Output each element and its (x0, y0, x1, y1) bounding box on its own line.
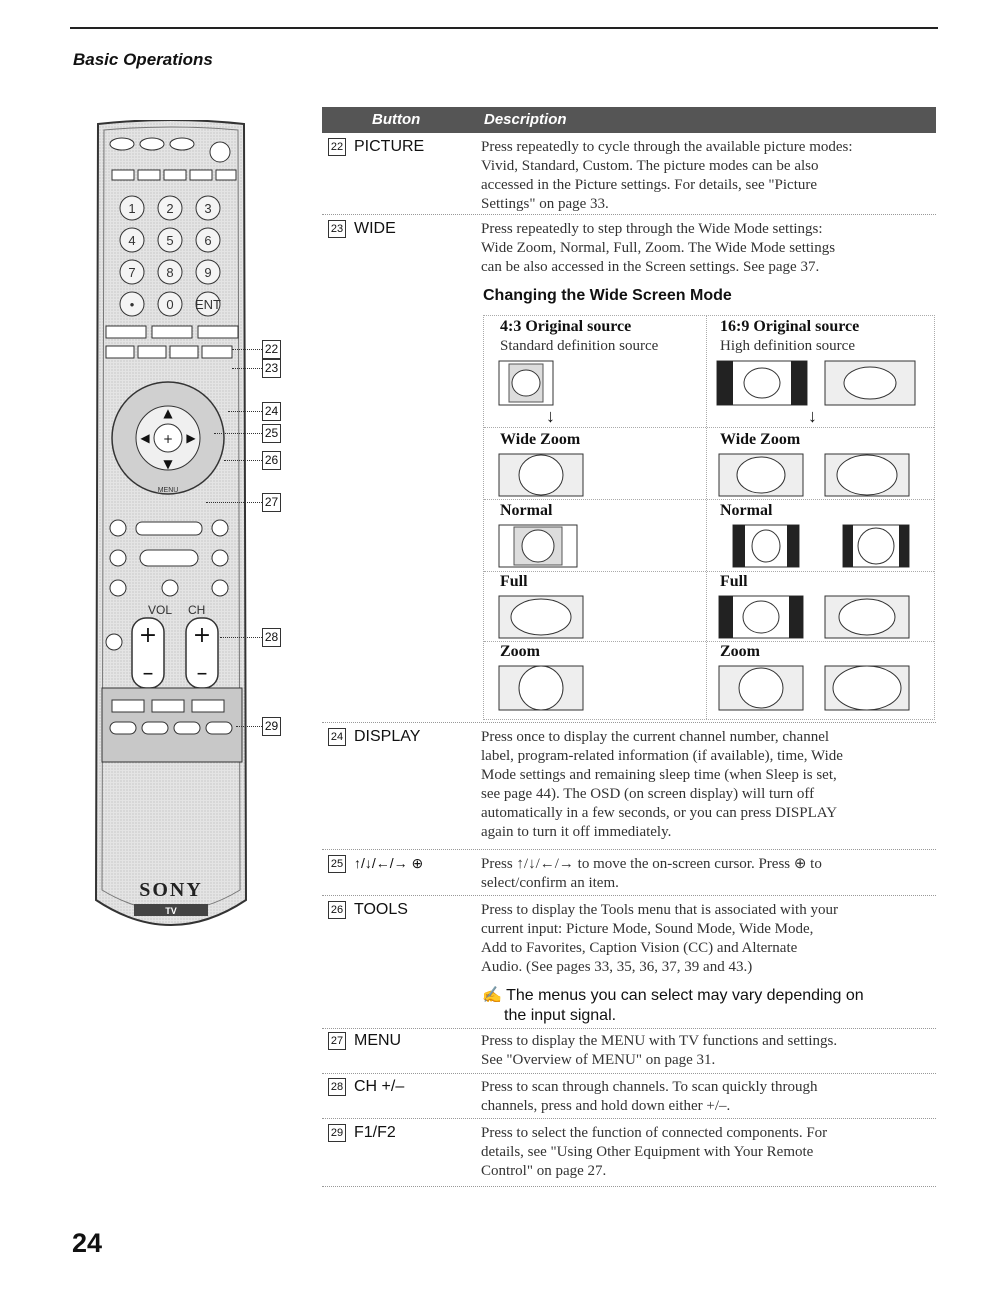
col-description-header: Description (484, 111, 567, 128)
description: Press to select the function of connected components. For details, see "Using Other Equipment with Your Remote Control" on page 27. (481, 1125, 828, 1179)
svg-text:+: + (192, 623, 212, 648)
mode-label: Normal (720, 502, 773, 519)
row-divider (322, 849, 936, 850)
thumb-full-16x9b (824, 595, 910, 639)
row-divider (322, 214, 936, 215)
row-divider (322, 1073, 936, 1074)
button-arrows-select: 25 ↑/↓/←/→ ⊕ (328, 855, 423, 873)
thumb-16x9-source (824, 360, 916, 406)
callout-29: 29 (262, 717, 281, 736)
svg-text:SONY: SONY (139, 879, 203, 901)
callout-24: 24 (262, 402, 281, 421)
table-header (322, 107, 936, 133)
row-divider (322, 895, 936, 896)
description: Press to display the MENU with TV functions and settings. See "Overview of MENU" on page 31. (481, 1033, 838, 1068)
right-source-title: 16:9 Original source (720, 318, 860, 335)
callout-leader (206, 502, 262, 503)
svg-text:8: 8 (166, 265, 174, 280)
callout-leader (232, 368, 262, 369)
thumb-wide-zoom-4x3 (498, 453, 584, 497)
svg-text:7: 7 (128, 265, 136, 280)
description: Press to display the Tools menu that is associated with your current input: Picture Mode, Sound Mode, Wide Mode, Add to Favorites, Caption Vision (CC) and Alternate Audio. (See pages 33, 35, 36, 37, 39 and 43.) (481, 902, 838, 975)
description: Press ↑/↓/←/→ to move the on-screen cursor. Press ⊕ to select/confirm an item. (481, 856, 822, 891)
down-arrow-icon: ↓ (546, 406, 555, 426)
svg-text:◀: ◀ (140, 431, 150, 445)
left-source-title: 4:3 Original source (500, 318, 632, 335)
callout-27: 27 (262, 493, 281, 512)
mode-label: Full (500, 573, 528, 590)
svg-text:TV: TV (165, 906, 177, 916)
right-source-subtitle: High definition source (720, 338, 855, 354)
thumb-zoom-4x3 (498, 665, 584, 711)
thumb-zoom-16x9b (824, 665, 910, 711)
callout-25: 25 (262, 424, 281, 443)
svg-text:2: 2 (166, 201, 174, 216)
svg-text:ENT: ENT (195, 297, 221, 312)
svg-text:3: 3 (204, 201, 212, 216)
callout-leader (236, 726, 262, 727)
mode-label: Wide Zoom (500, 431, 581, 448)
svg-text:–: – (196, 661, 208, 686)
row-divider (322, 722, 936, 723)
callout-22: 22 (262, 340, 281, 359)
thumb-normal-16x9a (732, 524, 800, 568)
thumb-4x3-source (498, 360, 554, 406)
mode-label: Normal (500, 502, 553, 519)
svg-text:+: + (138, 623, 158, 648)
svg-text:MENU: MENU (157, 487, 179, 494)
row-divider (322, 1186, 936, 1187)
thumb-full-4x3 (498, 595, 584, 639)
wide-screen-title: Changing the Wide Screen Mode (483, 287, 732, 304)
svg-text:1: 1 (128, 201, 136, 216)
tip-note: ✍ The menus you can select may vary depending on the input signal. (482, 987, 864, 1024)
wide-screen-grid (483, 315, 935, 720)
svg-text:4: 4 (128, 233, 136, 248)
down-arrow-icon: ↓ (808, 406, 817, 426)
button-tools: 26 TOOLS (328, 901, 408, 919)
row-divider (322, 1118, 936, 1119)
mode-label: Zoom (500, 643, 540, 660)
svg-text:+: + (162, 432, 174, 446)
svg-text:VOL: VOL (148, 603, 173, 617)
page-number: 24 (72, 1228, 103, 1258)
svg-text:6: 6 (204, 233, 212, 248)
thumb-zoom-16x9a (718, 665, 804, 711)
thumb-full-16x9a (718, 595, 804, 639)
button-f1-f2: 29 F1/F2 (328, 1124, 396, 1142)
description: Press repeatedly to cycle through the available picture modes: Vivid, Standard, Custom. The picture modes can be also accessed in the Picture settings. For details, see "Picture Settings" on page 33. (481, 139, 853, 212)
row-divider (322, 1028, 936, 1029)
callout-leader (232, 349, 262, 350)
button-picture: 22 PICTURE (328, 138, 424, 156)
callout-leader (224, 460, 262, 461)
thumb-normal-16x9b (842, 524, 910, 568)
section-title: Basic Operations (73, 50, 213, 69)
col-button-header: Button (372, 111, 421, 128)
callout-26: 26 (262, 451, 281, 470)
top-rule (70, 27, 938, 29)
button-menu: 27 MENU (328, 1032, 401, 1050)
svg-text:–: – (142, 661, 154, 686)
mode-label: Zoom (720, 643, 760, 660)
thumb-normal-4x3 (498, 524, 578, 568)
mode-label: Full (720, 573, 748, 590)
svg-text:0: 0 (166, 297, 174, 312)
description: Press once to display the current channel number, channel label, program-related information (if available), time, Wide Mode settings and remaining sleep time (when Sleep is set, see page 44). The OSD (on screen display) will turn off automatically in a few seconds, or you can press DISPLAY again to turn it off immediately. (481, 729, 843, 840)
svg-text:•: • (129, 297, 135, 312)
thumb-wide-zoom-16x9b (824, 453, 910, 497)
button-display: 24 DISPLAY (328, 728, 420, 746)
thumb-16x9-pillarbox (716, 360, 808, 406)
thumb-wide-zoom-16x9a (718, 453, 804, 497)
callout-leader (214, 433, 262, 434)
svg-text:CH: CH (188, 603, 206, 617)
left-source-subtitle: Standard definition source (500, 338, 659, 354)
svg-text:▶: ▶ (186, 431, 196, 445)
mode-label: Wide Zoom (720, 431, 801, 448)
callout-28: 28 (262, 628, 281, 647)
button-ch: 28 CH +/– (328, 1078, 404, 1096)
remote-control-illustration (90, 120, 252, 938)
callout-leader (220, 637, 262, 638)
svg-text:▲: ▲ (163, 406, 173, 420)
svg-text:5: 5 (166, 233, 174, 248)
description: Press repeatedly to step through the Wide Mode settings: Wide Zoom, Normal, Full, Zoom. The Wide Mode settings can be also accessed in the Screen settings. See page 37. (481, 221, 836, 275)
svg-text:▼: ▼ (163, 457, 173, 471)
callout-leader (228, 411, 262, 412)
button-wide: 23 WIDE (328, 220, 396, 238)
description: Press to scan through channels. To scan quickly through channels, press and hold down either +/–. (481, 1079, 818, 1114)
callout-23: 23 (262, 359, 281, 378)
svg-text:9: 9 (204, 265, 212, 280)
